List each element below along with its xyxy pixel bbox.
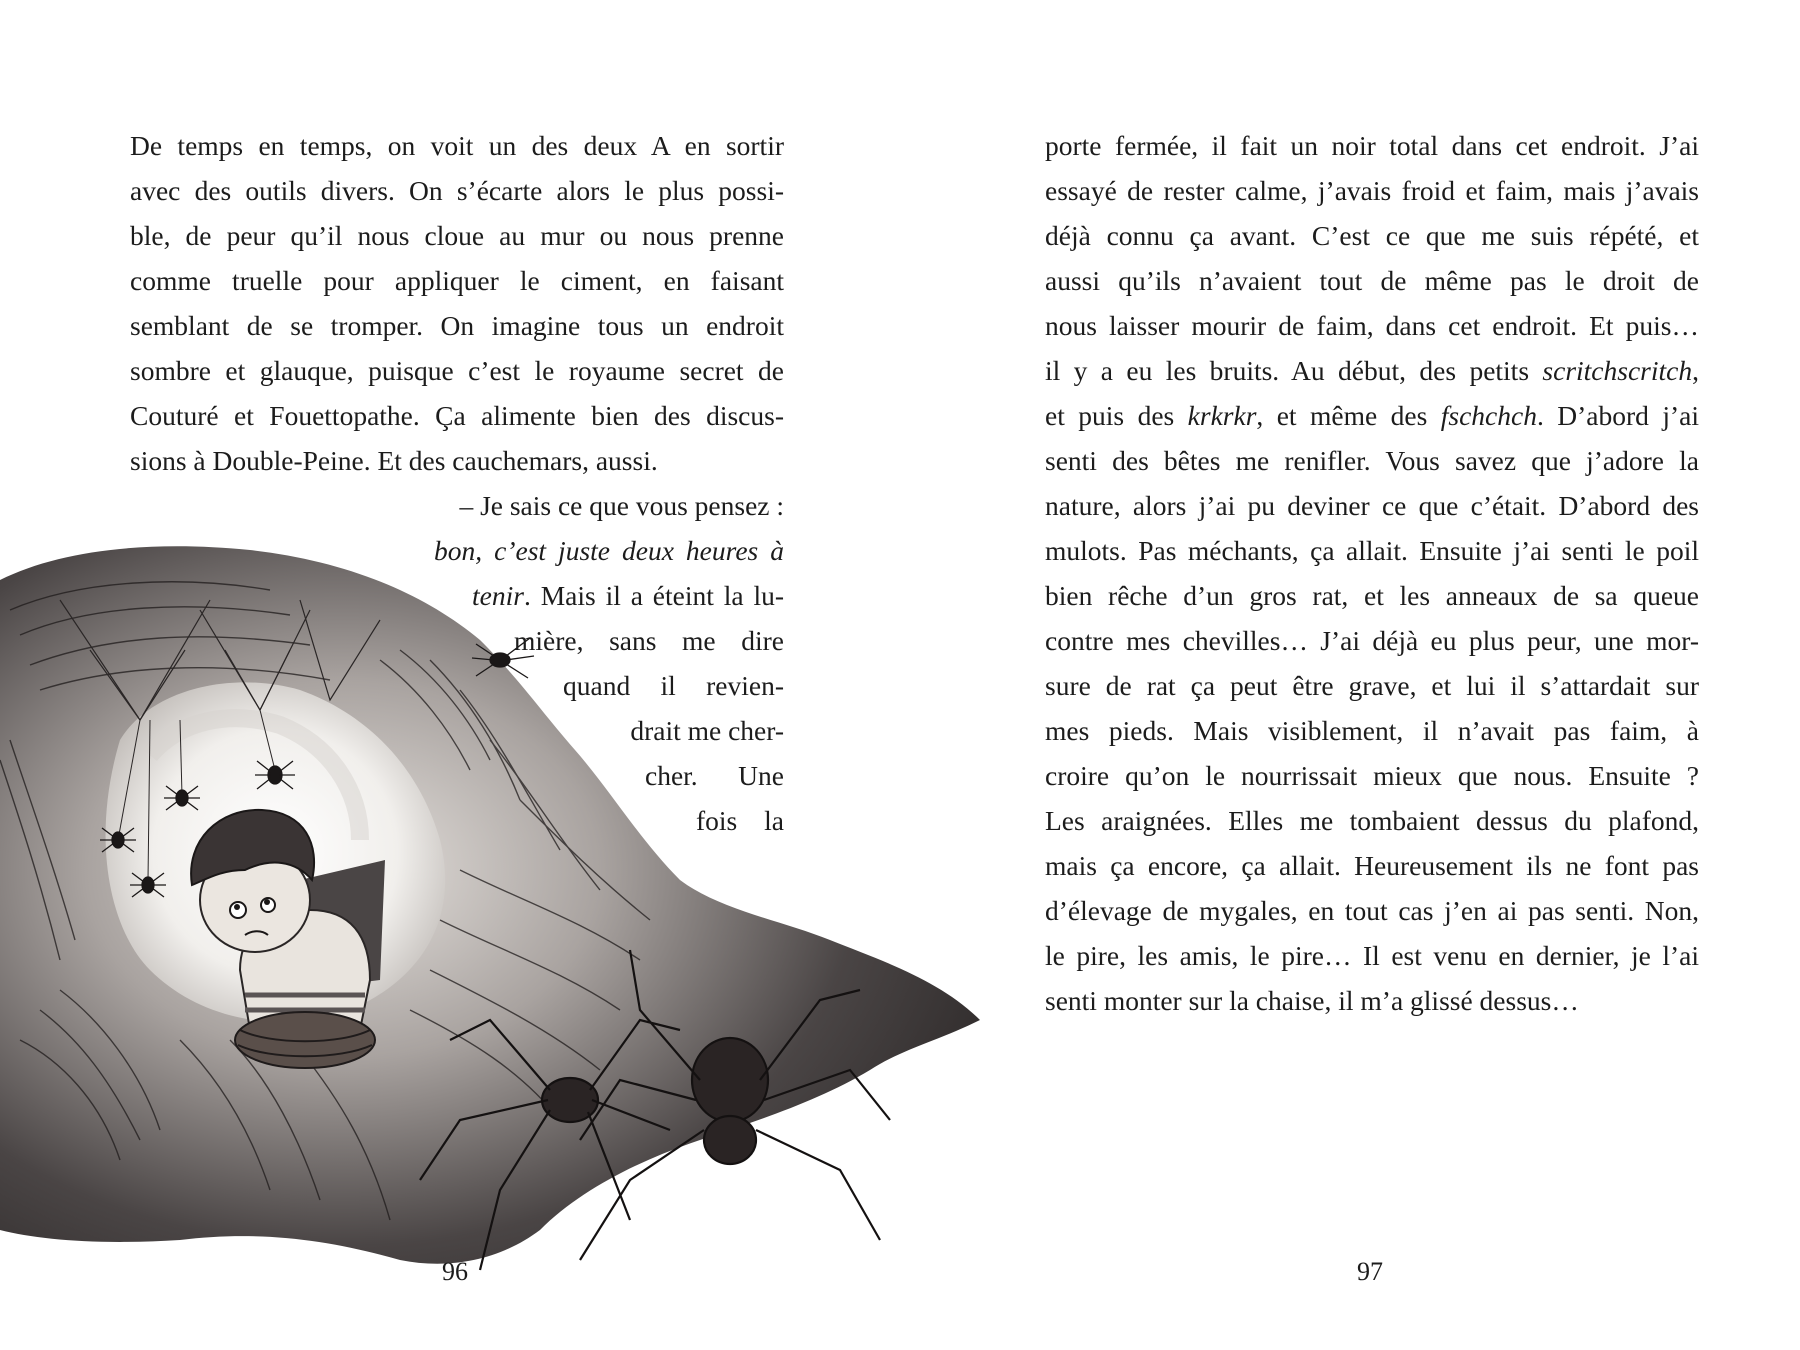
right-line-6-a: il y a eu les bruits. Au début, des petits bbox=[1045, 355, 1543, 386]
right-line-6 bbox=[1045, 352, 1699, 392]
right-line-5: nous laisser mourir de faim, dans cet endroit. Et puis… bbox=[1045, 310, 1699, 341]
right-line-11: bien rêche d’un gros rat, et les anneaux de sa queue bbox=[1045, 580, 1699, 611]
left-line-11-text: . Mais il a éteint la lu- bbox=[523, 580, 784, 611]
left-line-9: – Je sais ce que vous pensez : bbox=[459, 490, 784, 521]
left-line-6: sombre et glauque, puisque c’est le royaume secret de bbox=[130, 355, 784, 386]
left-line-8: sions à Double-Peine. Et des cauchemars, aussi. bbox=[130, 445, 658, 476]
right-line-19: le pire, les amis, le pire… Il est venu en dernier, je l’ai bbox=[1045, 940, 1699, 971]
left-line-10-italic: bon, c’est juste deux heures à bbox=[434, 535, 784, 566]
right-line-7-e: . D’abord j’ai bbox=[1536, 400, 1699, 431]
right-line-18: d’élevage de mygales, en tout cas j’en ai pas senti. Non, bbox=[1045, 895, 1699, 926]
right-line-7-a: et puis des bbox=[1045, 400, 1188, 431]
left-line-4: comme truelle pour appliquer le ciment, en faisant bbox=[130, 265, 784, 296]
right-line-6-c: , bbox=[1692, 355, 1699, 386]
right-line-2: essayé de rester calme, j’avais froid et faim, mais j’avais bbox=[1045, 175, 1699, 206]
right-line-7 bbox=[1045, 397, 1699, 437]
right-line-17: mais ça encore, ça allait. Heureusement ils ne font pas bbox=[1045, 850, 1699, 881]
left-line-15: cher. Une bbox=[645, 760, 784, 791]
left-line-14: drait me cher- bbox=[630, 715, 784, 746]
left-line-3: ble, de peur qu’il nous cloue au mur ou nous prenne bbox=[130, 220, 784, 251]
page-number-left: 96 bbox=[442, 1257, 468, 1286]
right-line-7-italic-1: krkrkr bbox=[1187, 400, 1257, 431]
right-line-15: croire qu’on le nourrissait mieux que nous. Ensuite ? bbox=[1045, 760, 1699, 791]
right-line-6-italic: scritchscritch bbox=[1542, 355, 1693, 386]
right-line-10: mulots. Pas méchants, ça allait. Ensuite j’ai senti le poil bbox=[1045, 535, 1699, 566]
left-line-12: mière, sans me dire bbox=[514, 625, 784, 656]
right-line-9: nature, alors j’ai pu deviner ce que c’était. D’abord des bbox=[1045, 490, 1699, 521]
right-line-7-c: , et même des bbox=[1256, 400, 1441, 431]
right-line-14: mes pieds. Mais visiblement, il n’avait pas faim, à bbox=[1045, 715, 1699, 746]
right-line-16: Les araignées. Elles me tombaient dessus du plafond, bbox=[1045, 805, 1699, 836]
page-number-right: 97 bbox=[1357, 1257, 1383, 1286]
right-line-20: senti monter sur la chaise, il m’a glissé dessus… bbox=[1045, 985, 1579, 1016]
left-line-13: quand il revien- bbox=[563, 670, 784, 701]
left-line-7: Couturé et Fouettopathe. Ça alimente bien des discus- bbox=[130, 400, 784, 431]
right-line-7-italic-2: fschchch bbox=[1440, 400, 1537, 431]
left-line-1: De temps en temps, on voit un des deux A en sortir bbox=[130, 130, 784, 161]
left-line-11-italic: tenir bbox=[472, 580, 524, 611]
right-line-3: déjà connu ça avant. C’est ce que me suis répété, et bbox=[1045, 220, 1699, 251]
right-line-13: sure de rat ça peut être grave, et lui il s’attardait sur bbox=[1045, 670, 1699, 701]
right-line-12: contre mes chevilles… J’ai déjà eu plus peur, une mor- bbox=[1045, 625, 1699, 656]
left-line-5: semblant de se tromper. On imagine tous un endroit bbox=[130, 310, 784, 341]
right-line-8: senti des bêtes me renifler. Vous savez que j’adore la bbox=[1045, 445, 1699, 476]
right-line-1: porte fermée, il fait un noir total dans cet endroit. J’ai bbox=[1045, 130, 1699, 161]
right-line-4: aussi qu’ils n’avaient tout de même pas le droit de bbox=[1045, 265, 1699, 296]
left-line-2: avec des outils divers. On s’écarte alors le plus possi- bbox=[130, 175, 784, 206]
left-line-16: fois la bbox=[696, 805, 784, 836]
